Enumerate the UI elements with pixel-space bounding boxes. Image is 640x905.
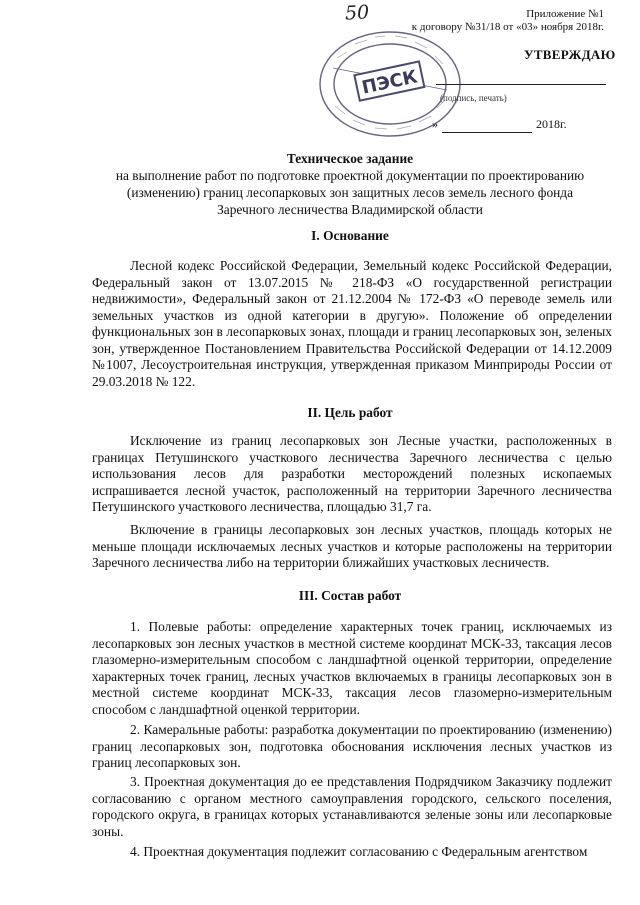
approve-label: УТВЕРЖДАЮ bbox=[524, 47, 616, 62]
section-heading-goal: II. Цель работ bbox=[307, 405, 393, 420]
document-subtitle-line: (изменению) границ лесопарковых зон защитных лесов земель лесного фонда bbox=[126, 185, 574, 200]
section-paragraph: 2. Камеральные работы: разработка документации по проектированию (изменению) границ лесопарковых зон, подготовка обоснования исключения лесных участков из границ лесопарковых зон. bbox=[92, 722, 612, 770]
section-heading-basis: I. Основание bbox=[311, 228, 389, 243]
stamp-logo-text: ПЭСК bbox=[360, 66, 420, 99]
section-paragraph: Исключение из границ лесопарковых зон Лесные участки, расположенных в границах Петушинского участкового лесничества Заречного лесничества с целью использования лесов для разработки месторождений полезных ископаемых испрашивается лесной участок, расположенный на территории Заречного лесничества Петушинского участкового лесничества, площадью 31,7 га. bbox=[92, 433, 612, 514]
handwritten-page-number: 50 bbox=[344, 1, 370, 25]
document-title-block bbox=[60, 150, 640, 218]
signature-line bbox=[436, 72, 606, 85]
section-paragraph: Лесной кодекс Российской Федерации, Земельный кодекс Российской Федерации, Федеральный закон от 13.07.2015 № 218-ФЗ «О государственной регистрации недвижимости», Федеральный закон от 21.12.2004 № 172-ФЗ «О переводе земель или земельных участков из одной категории в другую». Положение об определении функциональных зон в лесопарковых зонах, площади и границ лесопарковых зон, зеленых зон, утвержденное Постановлением Правительства Российской Федерации от 14.12.2009 №1007, Лесоустроительная инструкция, утвержденная приказом Минприроды России от 29.03.2018 № 122. bbox=[92, 258, 612, 389]
date-quote-close: » bbox=[432, 117, 438, 131]
section-paragraph: 1. Полевые работы: определение характерных точек границ, исключаемых из лесопарковых зон лесных участков в местной системе координат МСК-33, таксация лесов глазомерно-измерительным способом с ландшафтной оценкой территории, определение характерных точек границ, лесных участков включаемых в границы лесопарковых зон в местной системе координат МСК-33, таксация лесов глазомерно-измерительным способом с ландшафтной оценкой территории. bbox=[92, 619, 612, 717]
section-paragraph: 4. Проектная документация подлежит согласованию с Федеральным агентством bbox=[130, 844, 588, 859]
section-heading-scope: III. Состав работ bbox=[298, 588, 402, 603]
document-subtitle-line: на выполнение работ по подготовке проектной документации по проектированию bbox=[115, 168, 585, 183]
section-paragraph: Включение в границы лесопарковых зон лесных участков, площадь которых не меньше площади исключаемых лесных участков и которые расположены на территории Заречного лесничества либо на территории ближайших участковых лесничеств. bbox=[92, 522, 612, 570]
date-year: 2018г. bbox=[536, 117, 567, 131]
document-title: Техническое задание bbox=[286, 151, 414, 166]
approval-date-line bbox=[432, 117, 567, 133]
section-paragraph: 3. Проектная документация до ее представления Подрядчиком Заказчику подлежит согласованию с органом местного самоуправления городского, сельского поселения, городского округа, в границах которых устанавливаются зеленые зоны или лесопарковые зоны. bbox=[92, 774, 612, 839]
contract-line: к договору №31/18 от «03» ноября 2018г. bbox=[411, 21, 604, 33]
signature-caption: (подпись, печать) bbox=[440, 93, 507, 103]
date-month-blank bbox=[442, 117, 532, 133]
document-subtitle-line: Заречного лесничества Владимирской области bbox=[217, 202, 483, 217]
appendix-line: Приложение №1 bbox=[526, 8, 604, 20]
